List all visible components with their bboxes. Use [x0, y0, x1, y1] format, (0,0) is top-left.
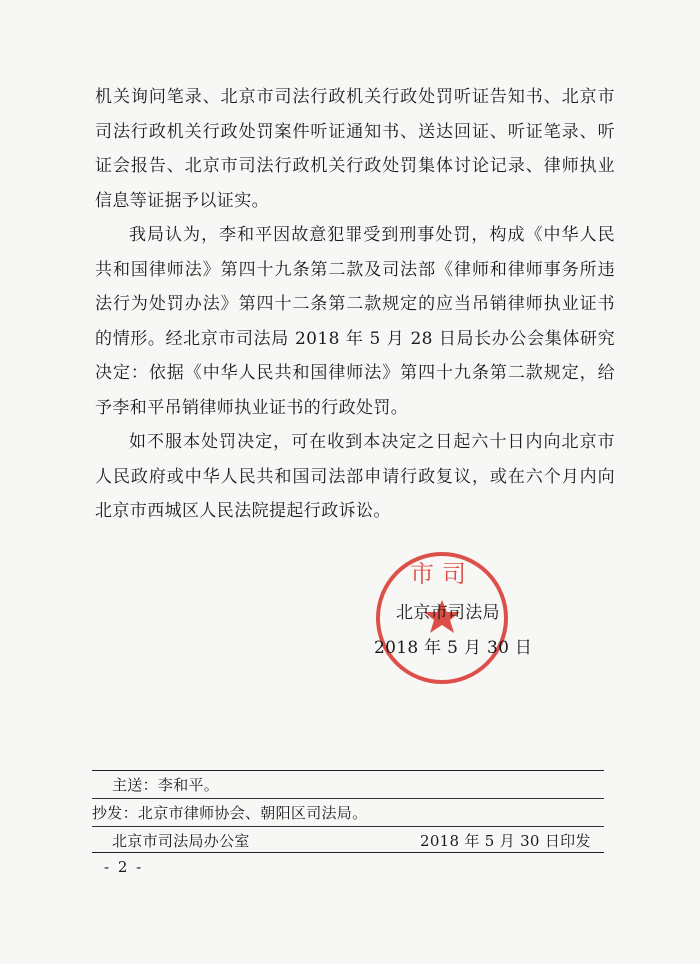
cc-line: 抄发：北京市律师协会、朝阳区司法局。: [92, 804, 368, 822]
footer-rule-mid: [92, 798, 604, 799]
issuing-office: 北京市司法局办公室: [112, 832, 250, 850]
seal-text: 市司: [410, 560, 474, 588]
paragraph-evidence: 机关询问笔录、北京市司法行政机关行政处罚听证告知书、北京市司法行政机关行政处罚案件听证通知书、送达回证、听证笔录、听证会报告、北京市司法行政机关行政处罚集体讨论记录、律师执业信息等证据予以证实。: [95, 87, 615, 211]
page-number: - 2 -: [104, 858, 144, 876]
paragraph-decision: 我局认为，李和平因故意犯罪受到刑事处罚，构成《中华人民共和国律师法》第四十九条第二款及司法部《律师和律师事务所违法行为处罚办法》第四十二条第二款规定的应当吊销律师执业证书的情形。经北京市司法局 2018 年 5 月 28 日局长办公会集体研究决定：依据《中华人民共和国律师法》第四十九条第二款规定，给予李和平吊销律师执业证书的行政处罚。: [95, 225, 615, 418]
footer-rule-bottom: [92, 852, 604, 853]
document-body: [95, 80, 615, 529]
print-date: 2018 年 5 月 30 日印发: [420, 832, 591, 850]
recipient-line: 主送：李和平。: [112, 776, 220, 794]
paragraph-appeal: 如不服本处罚决定，可在收到本决定之日起六十日内向北京市人民政府或中华人民共和国司法部申请行政复议，或在六个月内向北京市西城区人民法院提起行政诉讼。: [95, 432, 615, 521]
footer-rule-top: [92, 770, 604, 771]
footer-rule-lower: [92, 826, 604, 827]
issue-date: 2018 年 5 月 30 日: [374, 638, 533, 658]
issuer-name: 北京市司法局: [396, 603, 500, 623]
